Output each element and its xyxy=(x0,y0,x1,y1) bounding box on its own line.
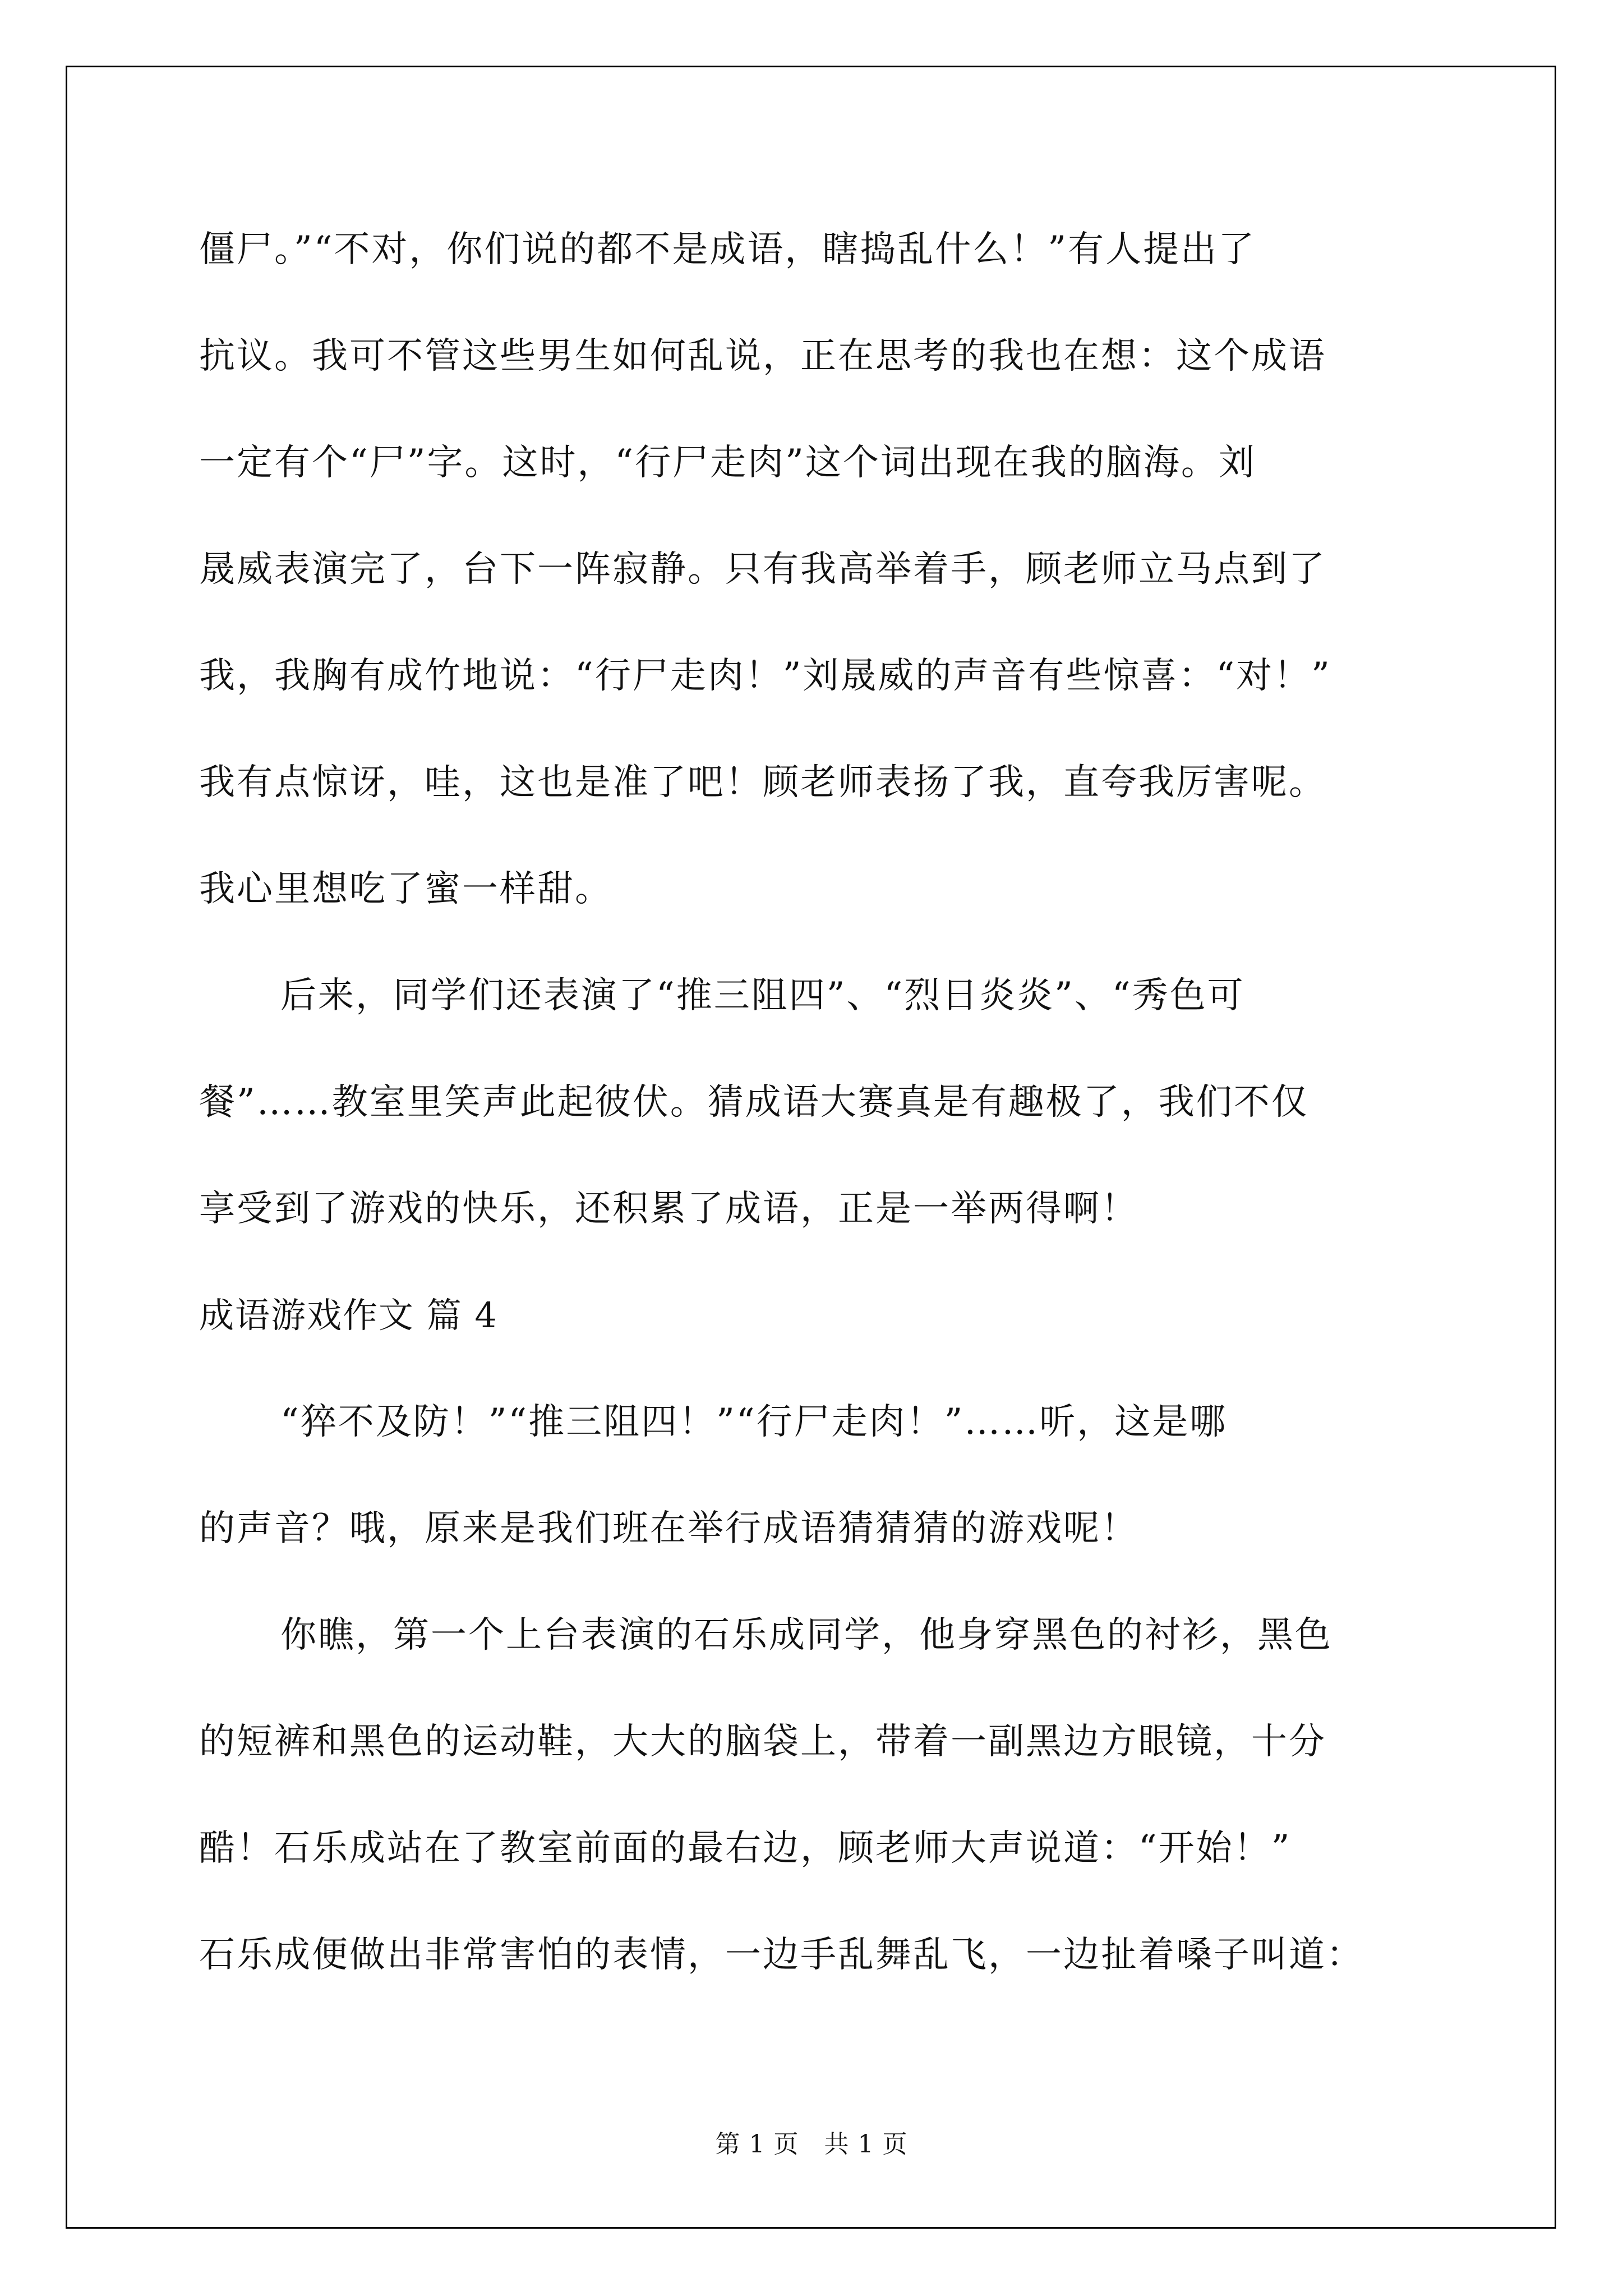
text-line: 我有点惊讶，哇，这也是准了吧！顾老师表扬了我，直夸我厉害呢。 xyxy=(199,762,1326,803)
text-line: 餐”……教室里笑声此起彼伏。猜成语大赛真是有趣极了，我们不仅 xyxy=(199,1082,1309,1123)
paragraph-first-line: 后来，同学们还表演了“推三阻四”、“烈日炎炎”、“秀色可 xyxy=(280,975,1245,1016)
text-line: 僵尸。”“不对，你们说的都不是成语，瞎捣乱什么！”有人提出了 xyxy=(199,229,1256,270)
text-line: 的声音？哦，原来是我们班在举行成语猜猜猜的游戏呢！ xyxy=(199,1508,1138,1549)
text-line: 一定有个“尸”字。这时，“行尸走肉”这个词出现在我的脑海。刘 xyxy=(199,442,1256,484)
text-line: 享受到了游戏的快乐，还积累了成语，正是一举两得啊！ xyxy=(199,1188,1138,1230)
text-line: 我，我胸有成竹地说：“行尸走肉！”刘晟威的声音有些惊喜：“对！” xyxy=(199,655,1331,697)
text-line: 晟威表演完了，台下一阵寂静。只有我高举着手，顾老师立马点到了 xyxy=(199,549,1326,590)
text-line: 抗议。我可不管这些男生如何乱说，正在思考的我也在想：这个成语 xyxy=(199,335,1326,377)
page-border xyxy=(66,66,1556,2229)
section-heading: 成语游戏作文 篇 4 xyxy=(199,1295,498,1336)
text-line: 的短裤和黑色的运动鞋，大大的脑袋上，带着一副黑边方眼镜，十分 xyxy=(199,1721,1326,1763)
paragraph-first-line: “猝不及防！”“推三阻四！”“行尸走肉！”……听，这是哪 xyxy=(280,1401,1228,1443)
paragraph-first-line: 你瞧，第一个上台表演的石乐成同学，他身穿黑色的衬衫，黑色 xyxy=(280,1614,1332,1656)
text-line: 石乐成便做出非常害怕的表情，一边手乱舞乱飞，一边扯着嗓子叫道： xyxy=(199,1934,1364,1976)
text-line: 我心里想吃了蜜一样甜。 xyxy=(199,868,612,910)
text-line: 酷！石乐成站在了教室前面的最右边，顾老师大声说道：“开始！” xyxy=(199,1828,1292,1869)
page-number-footer: 第 1 页 共 1 页 xyxy=(715,2130,908,2159)
